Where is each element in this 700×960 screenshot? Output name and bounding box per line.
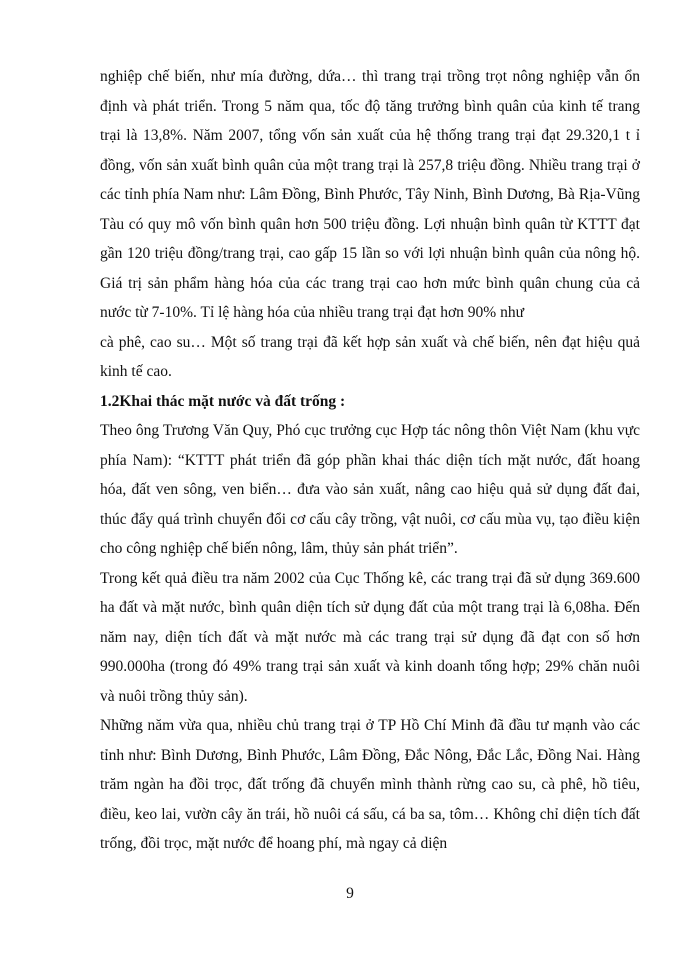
paragraph-hcm-investors: Những năm vừa qua, nhiều chủ trang trại ở TP Hồ Chí Minh đã đầu tư mạnh vào các tỉnh như: Bình Dương, Bình Phước, Lâm Đồng, Đắc Nông, Đắc Lắc, Đồng Nai. Hàng trăm ngàn ha đồi trọc, đất trống đã chuyển mình thành rừng cao su, cà phê, hồ tiêu, điều, keo lai, vườn cây ăn trái, hồ nuôi cá sấu, cá ba sa, tôm… Không chỉ diện tích đất trống, đồi trọc, mặt nước để hoang phí, mà ngay cả diện — [100, 717, 640, 852]
paragraph-coffee-rubber: cà phê, cao su… Một số trang trại đã kết hợp sản xuất và chế biến, nên đạt hiệu quả kinh tế cao. — [100, 333, 640, 380]
page-number: 9 — [346, 885, 354, 902]
section-heading: 1.2Khai thác mặt nước và đất trống : — [100, 392, 346, 410]
paragraph-farm-economy: nghiệp chế biến, như mía đường, dứa… thì trang trại trồng trọt nông nghiệp vẫn ổn định và phát triển. Trong 5 năm qua, tốc độ tăng trưởng bình quân của kinh tế trang trại là 13,8%. Năm 2007, tổng vốn sản xuất của hệ thống trang trại đạt 29.320,1 t ỉ đồng, vốn sản xuất bình quân của một trang trại là 257,8 triệu đồng. Nhiều trang trại ở các tỉnh phía Nam như: Lâm Đồng, Bình Phước, Tây Ninh, Bình Dương, Bà Rịa-Vũng Tàu có quy mô vốn bình quân hơn 500 triệu đồng. Lợi nhuận bình quân từ KTTT đạt gần 120 triệu đồng/trang trại, cao gấp 15 lần so với lợi nhuận bình quân của nông hộ. Giá trị sản phẩm hàng hóa của các trang trại cao hơn mức bình quân chung của cả nước từ 7-10%. Tỉ lệ hàng hóa của nhiều trang trại đạt hơn 90% như — [100, 68, 640, 321]
paragraph-quote-truong-van-quy: Theo ông Trương Văn Quy, Phó cục trưởng cục Hợp tác nông thôn Việt Nam (khu vực phía Nam): “KTTT phát triển đã góp phần khai thác diện tích mặt nước, đất hoang hóa, đất ven sông, ven biển… đưa vào sản xuất, nâng cao hiệu quả sử dụng đất đai, thúc đẩy quá trình chuyển đổi cơ cấu cây trồng, vật nuôi, cơ cấu mùa vụ, tạo điều kiện cho công nghiệp chế biến nông, lâm, thủy sản phát triển”. — [100, 422, 640, 557]
page-content — [100, 62, 640, 859]
paragraph-survey-2002: Trong kết quả điều tra năm 2002 của Cục Thống kê, các trang trại đã sử dụng 369.600 ha đất và mặt nước, bình quân diện tích sử dụng đất của một trang trại là 6,08ha. Đến năm nay, diện tích đất và mặt nước mà các trang trại sử dụng đã đạt con số hơn 990.000ha (trong đó 49% trang trại sản xuất và kinh doanh tổng hợp; 29% chăn nuôi và nuôi trồng thủy sản). — [100, 569, 640, 705]
